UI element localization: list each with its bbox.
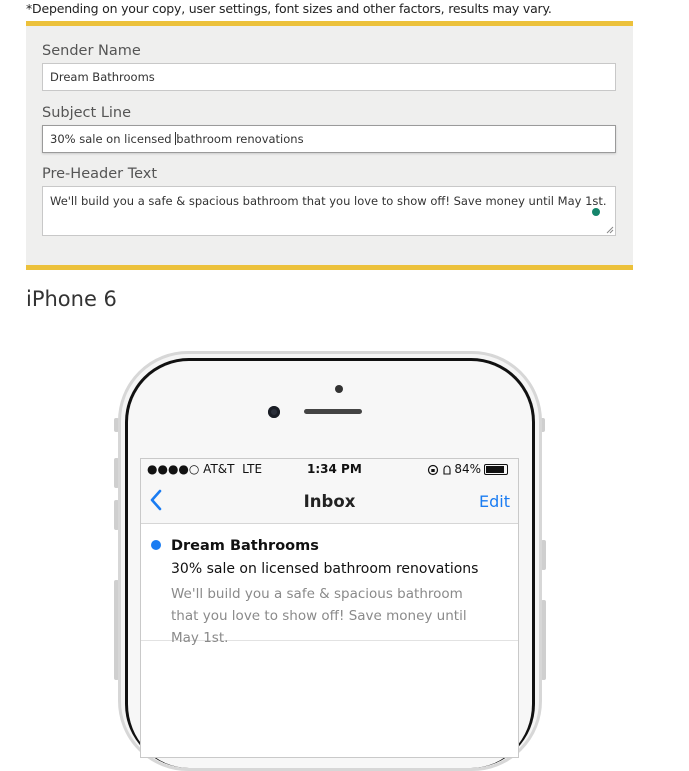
status-bar — [141, 459, 518, 479]
subject-text-before-caret: 30% sale on licensed — [50, 132, 176, 146]
front-camera-icon — [268, 406, 280, 418]
battery-fill — [486, 466, 504, 473]
pre-header-textarea[interactable] — [42, 186, 616, 236]
unread-dot-icon — [151, 540, 161, 550]
inbox-title: Inbox — [303, 492, 356, 511]
mail-subject: 30% sale on licensed bathroom renovations — [171, 561, 479, 577]
resize-grip-icon[interactable] — [606, 226, 614, 234]
mail-sender: Dream Bathrooms — [171, 538, 319, 554]
pre-header-label: Pre-Header Text — [42, 166, 158, 182]
sensor-dot — [335, 385, 343, 393]
battery-percent: 84% — [454, 462, 481, 476]
phone-screen — [140, 458, 519, 758]
subject-text-after-caret: bathroom renovations — [176, 132, 304, 146]
alarm-icon — [443, 465, 451, 475]
battery-icon — [484, 464, 508, 475]
subject-line-label: Subject Line — [42, 105, 132, 121]
sender-name-input[interactable]: Dream Bathrooms — [42, 63, 616, 91]
carrier-signal: ●●●●○ AT&T LTE — [147, 462, 263, 476]
mail-nav-bar — [141, 479, 518, 524]
grammarly-icon[interactable] — [592, 208, 600, 216]
disclaimer-text: *Depending on your copy, user settings, font sizes and other factors, results may vary. — [26, 1, 552, 16]
edit-button[interactable]: Edit — [479, 492, 510, 511]
device-title: iPhone 6 — [26, 287, 117, 311]
status-time: 1:34 PM — [307, 462, 362, 476]
email-preview-form — [26, 21, 633, 270]
sender-name-label: Sender Name — [42, 43, 141, 59]
subject-line-input[interactable] — [42, 125, 616, 153]
earpiece-speaker — [304, 409, 362, 414]
rotation-lock-icon — [427, 464, 439, 476]
pre-header-text: We'll build you a safe & spacious bathroom that you love to show off! Save money until May 1st. — [50, 194, 607, 208]
mail-preview: We'll build you a safe & spacious bathroom that you love to show off! Save money until May 1st. — [171, 586, 467, 646]
battery-status — [427, 462, 508, 476]
mail-list-item[interactable] — [141, 524, 518, 646]
